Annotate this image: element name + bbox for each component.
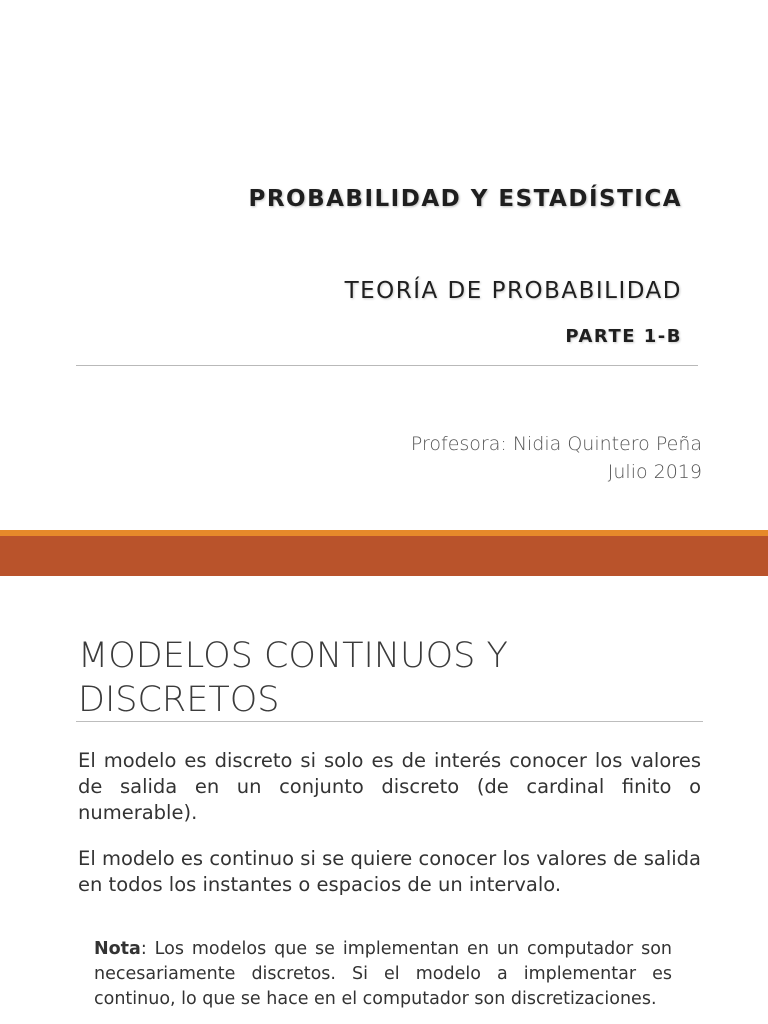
slide-title-divider [76, 721, 703, 722]
note-box [94, 937, 672, 1012]
paragraph-continuous: El modelo es continuo si se quiere conocer los valores de salida en todos los instantes o espacios de un intervalo. [78, 847, 701, 896]
part-label: PARTE 1-B [565, 326, 682, 347]
content-slide [0, 576, 768, 1024]
note-text: : Los modelos que se implementan en un computador son necesariamente discretos. Si el modelo a implementar es continuo, lo que se hace en el computador son discretizaciones. [94, 939, 672, 1009]
slide-title: MODELOS CONTINUOS Y DISCRETOS [78, 636, 508, 720]
paragraph-discrete: El modelo es discreto si solo es de interés conocer los valores de salida en un conjunto discreto (de cardinal finito o numerable). [78, 749, 701, 824]
title-divider [76, 365, 698, 366]
slide-separator-bar [0, 530, 768, 576]
course-title: PROBABILIDAD Y ESTADÍSTICA [248, 186, 682, 212]
topic-title: TEORÍA DE PROBABILIDAD [344, 278, 682, 304]
author-name: Profesora: Nidia Quintero Peña [410, 433, 702, 455]
presentation-date: Julio 2019 [607, 461, 702, 483]
separator-bar-edge [0, 530, 768, 536]
note-label: Nota [94, 939, 141, 959]
